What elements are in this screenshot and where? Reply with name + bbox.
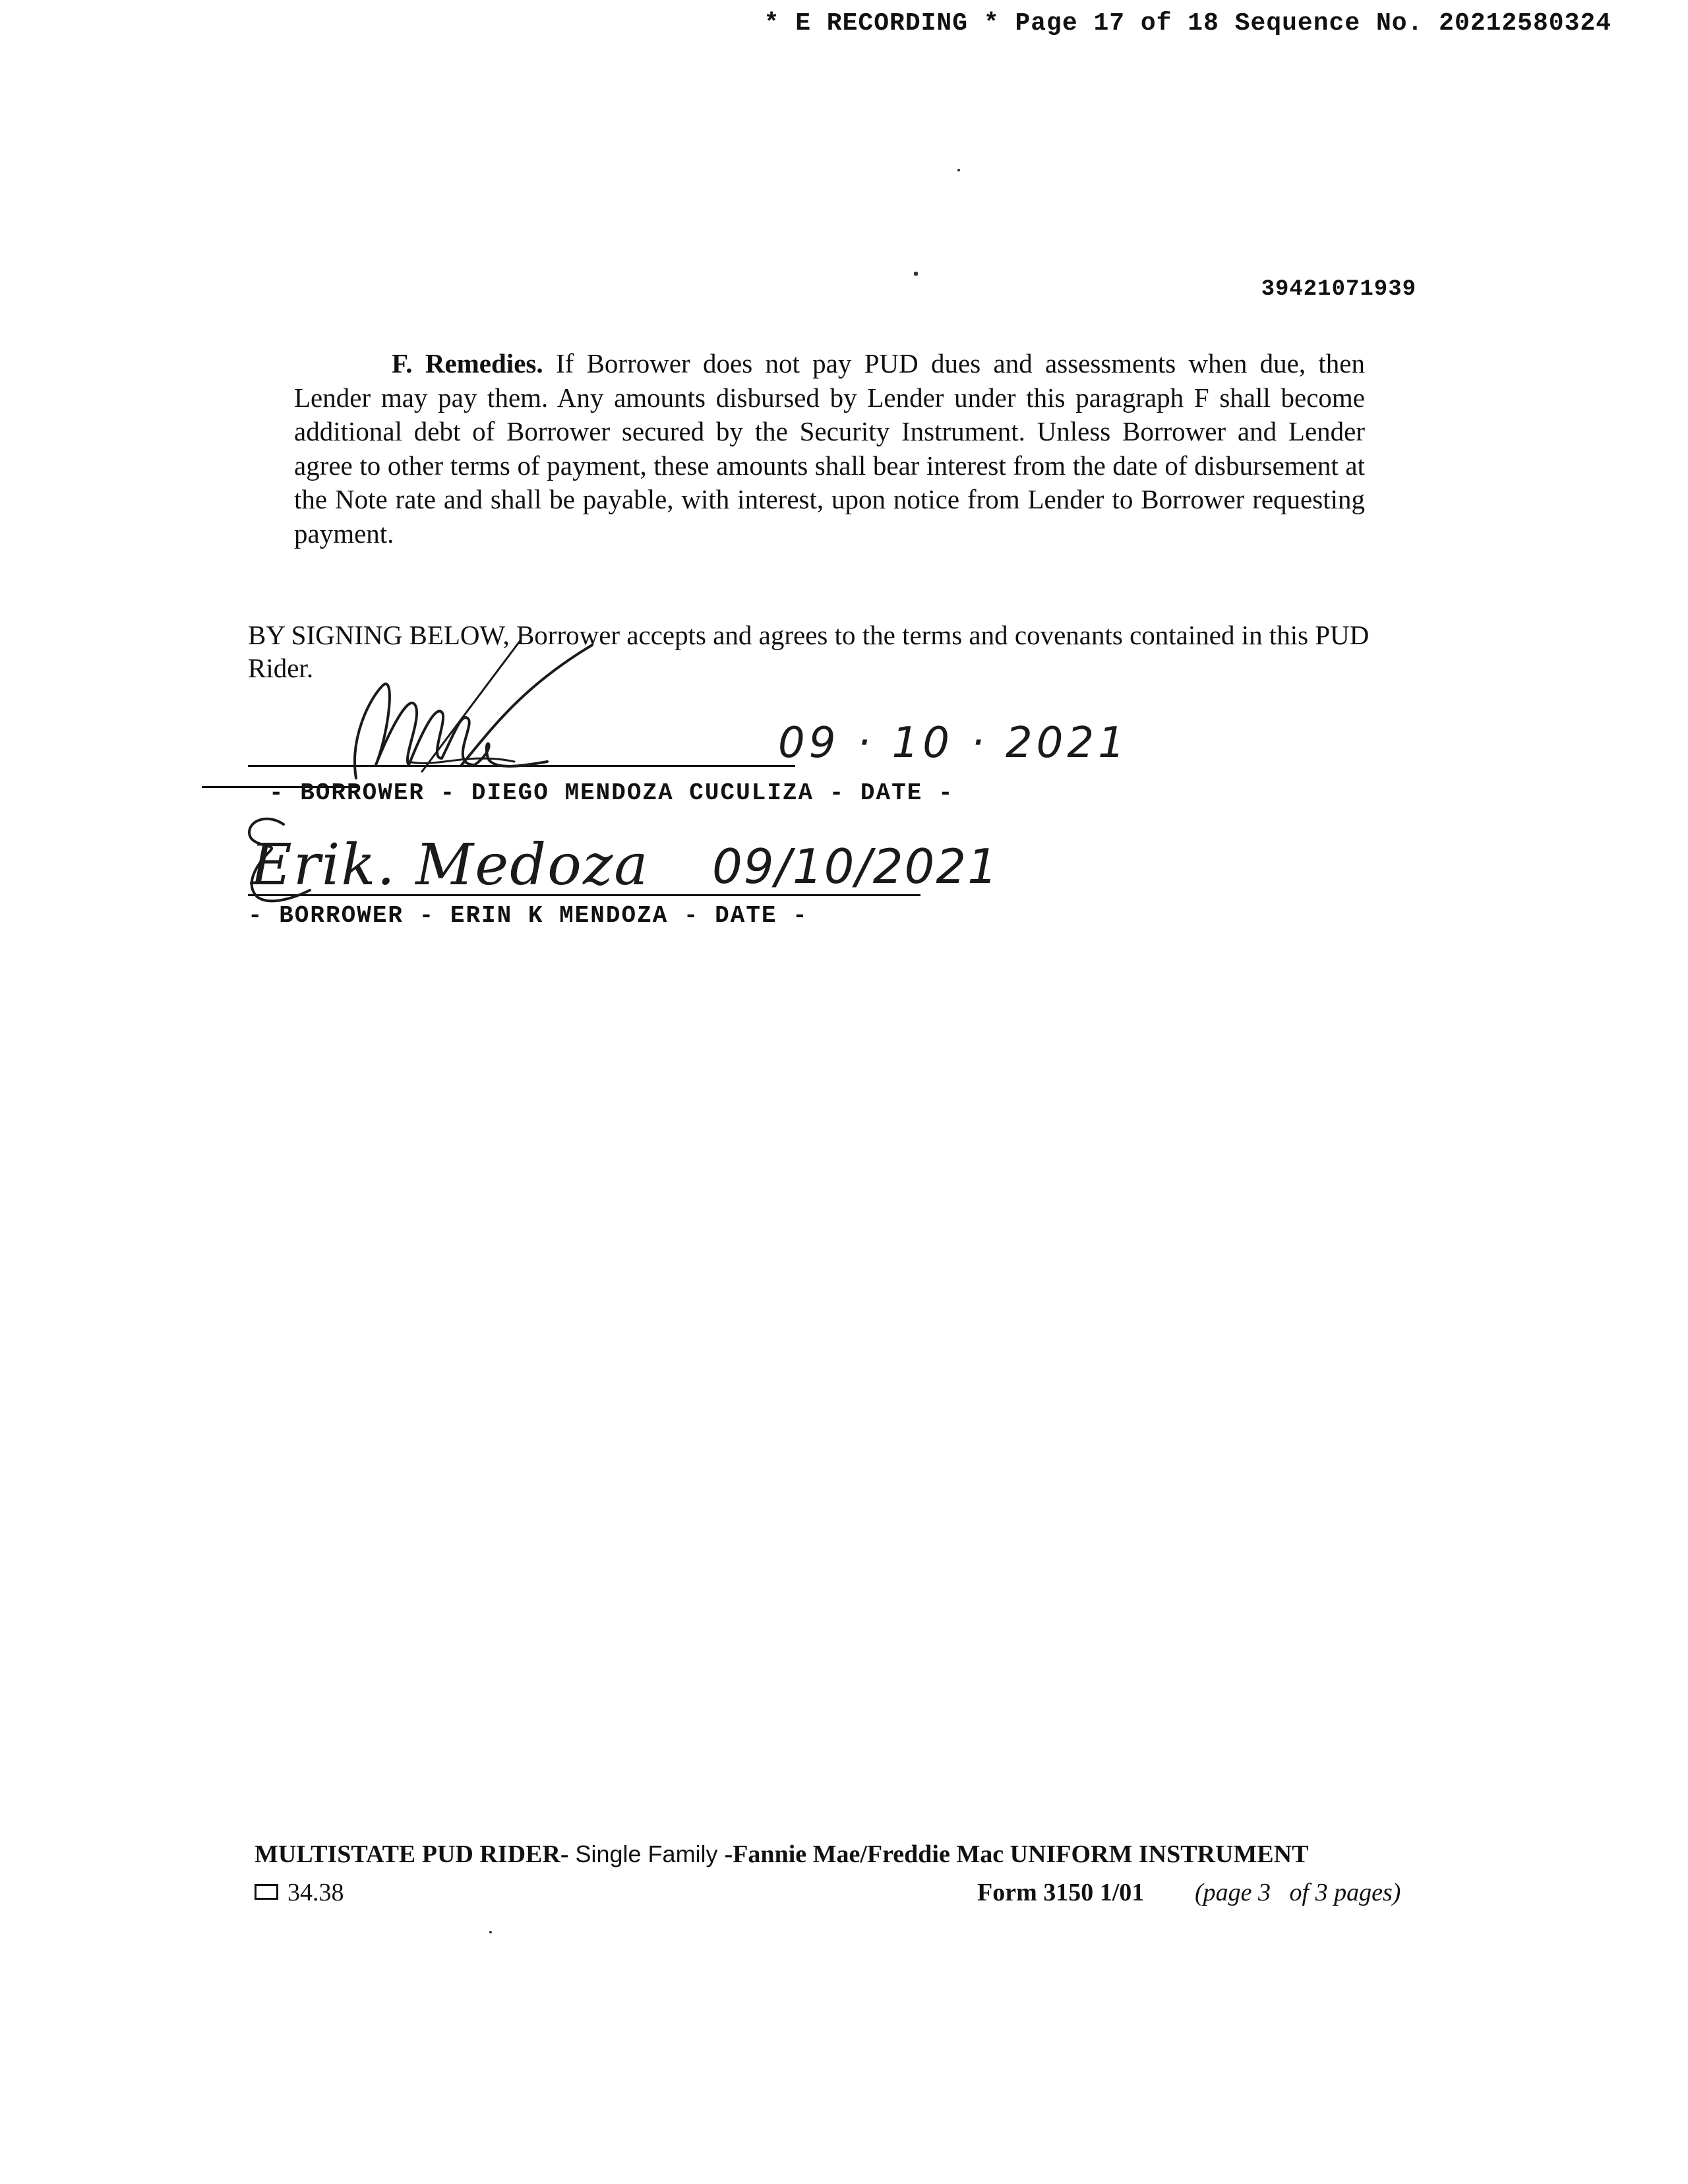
form-number: Form 3150 1/01 — [977, 1879, 1145, 1906]
borrower-2-handwritten-date: 09/10/2021 — [712, 839, 999, 894]
scan-speck — [957, 169, 960, 171]
form-box-icon — [255, 1884, 278, 1900]
borrower-1-signature — [330, 633, 593, 791]
form-code — [255, 1878, 344, 1907]
scan-speck — [914, 272, 918, 276]
page-info: (page 3 of 3 pages) — [1195, 1879, 1401, 1906]
remedies-heading: F. Remedies. — [392, 348, 543, 379]
borrower-1-handwritten-date: 09 · 10 · 2021 — [778, 719, 1129, 768]
form-title — [255, 1840, 1308, 1869]
recording-header: * E RECORDING * Page 17 of 18 Sequence No. 20212580324 — [764, 9, 1612, 38]
form-title-bold: MULTISTATE PUD RIDER- — [255, 1840, 569, 1868]
form-title-bold-2: -Fannie Mae/Freddie Mac UNIFORM INSTRUMENT — [724, 1840, 1309, 1868]
loan-number: 39421071939 — [1261, 277, 1416, 302]
remedies-body: If Borrower does not pay PUD dues and assessments when due, then Lender may pay them. Any amounts disbursed by Lender under this paragraph F shall become additional debt of Borrower secured by the Security Instrument. Unless Borrower and Lender agree to other terms of payment, these amounts shall bear interest from the date of disbursement at the Note rate and shall be payable, with interest, upon notice from Lender to Borrower requesting payment. — [294, 348, 1365, 549]
borrower-1-caption: - BORROWER - DIEGO MENDOZA CUCULIZA - DATE - — [269, 779, 954, 806]
borrower-2-handwritten-signature: Erik. Medoza — [251, 832, 649, 898]
borrower-2-signature-flourish — [237, 811, 330, 910]
form-code-number: 34.38 — [287, 1879, 344, 1906]
borrower-2-caption: - BORROWER - ERIN K MENDOZA - DATE - — [248, 902, 808, 929]
signing-statement: BY SIGNING BELOW, Borrower accepts and agrees to the terms and covenants contained in this PUD Rider. — [248, 620, 1370, 683]
remedies-paragraph — [294, 347, 1365, 551]
scan-speck — [489, 1931, 492, 1933]
form-title-plain: Single Family — [568, 1840, 725, 1867]
